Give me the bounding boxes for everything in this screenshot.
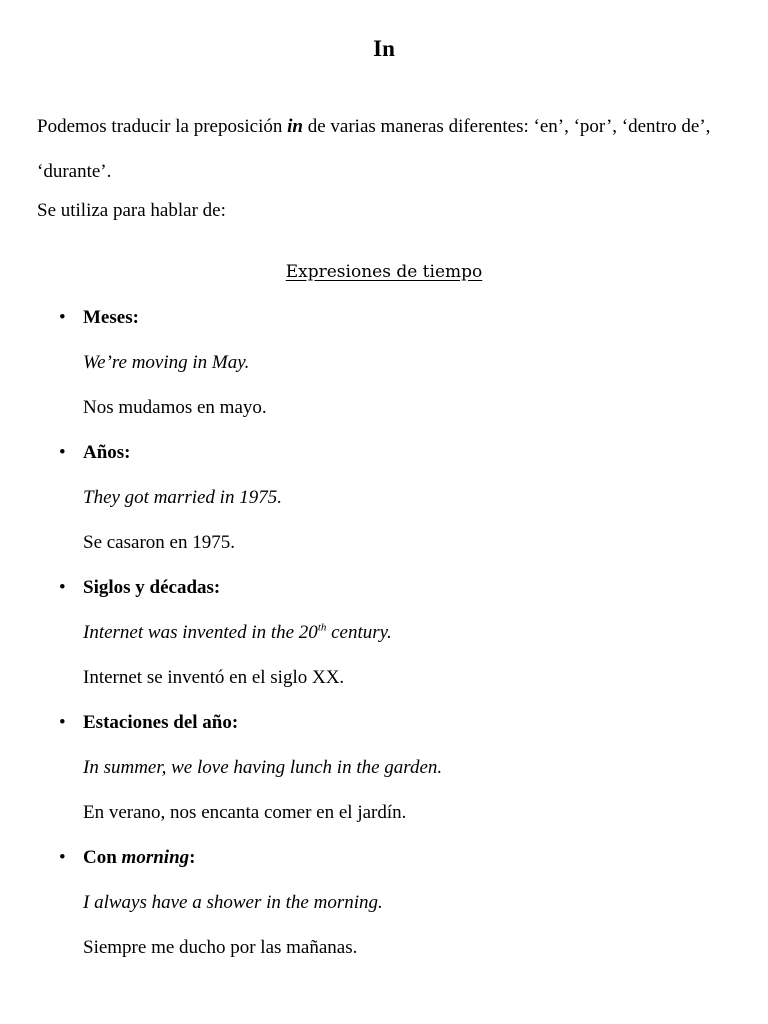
example-english: In summer, we love having lunch in the garden. [83, 757, 443, 778]
page-title: In [373, 36, 395, 61]
item-label: Años: [83, 442, 131, 463]
example-english-before: Internet was invented in the 20 [83, 622, 318, 643]
bullet-icon: • [59, 442, 66, 463]
intro-paragraph-2: Se utiliza para hablar de: [37, 200, 226, 221]
item-label-after: : [189, 847, 196, 868]
example-spanish: Se casaron en 1975. [83, 532, 235, 553]
example-spanish: Internet se inventó en el siglo XX. [83, 667, 345, 688]
intro-paragraph [37, 104, 737, 194]
item-label: Estaciones del año: [83, 712, 239, 733]
intro-term: in [287, 116, 303, 137]
item-label-term: morning [121, 847, 190, 868]
example-english: They got married in 1975. [83, 487, 282, 508]
example-spanish: Siempre me ducho por las mañanas. [83, 937, 358, 958]
example-english [83, 619, 768, 664]
list-item-siglos [0, 574, 768, 709]
bullet-icon: • [59, 712, 66, 733]
item-label-before: Con [83, 847, 122, 868]
example-english: I always have a shower in the morning. [83, 892, 383, 913]
item-label [83, 844, 768, 889]
intro-text-after: de varias maneras diferentes: ‘en’, ‘por’, ‘dentro de’, ‘durante’. [37, 116, 711, 182]
list-item-morning [0, 844, 768, 979]
example-english: We’re moving in May. [83, 352, 250, 373]
bullet-icon: • [59, 307, 66, 328]
item-label: Siglos y décadas: [83, 577, 221, 598]
example-spanish: En verano, nos encanta comer en el jardín. [83, 802, 407, 823]
time-expressions-list [0, 304, 768, 979]
list-item-meses [0, 304, 768, 439]
list-item-estaciones [0, 709, 768, 844]
intro-text-before: Podemos traducir la preposición [37, 116, 288, 137]
section-heading: Expresiones de tiempo [285, 262, 483, 282]
item-label: Meses: [83, 307, 139, 328]
example-english-after: century. [326, 622, 392, 643]
bullet-icon: • [59, 577, 66, 598]
bullet-icon: • [59, 847, 66, 868]
list-item-anos [0, 439, 768, 574]
ordinal-superscript: th [317, 621, 327, 634]
example-spanish: Nos mudamos en mayo. [83, 397, 267, 418]
